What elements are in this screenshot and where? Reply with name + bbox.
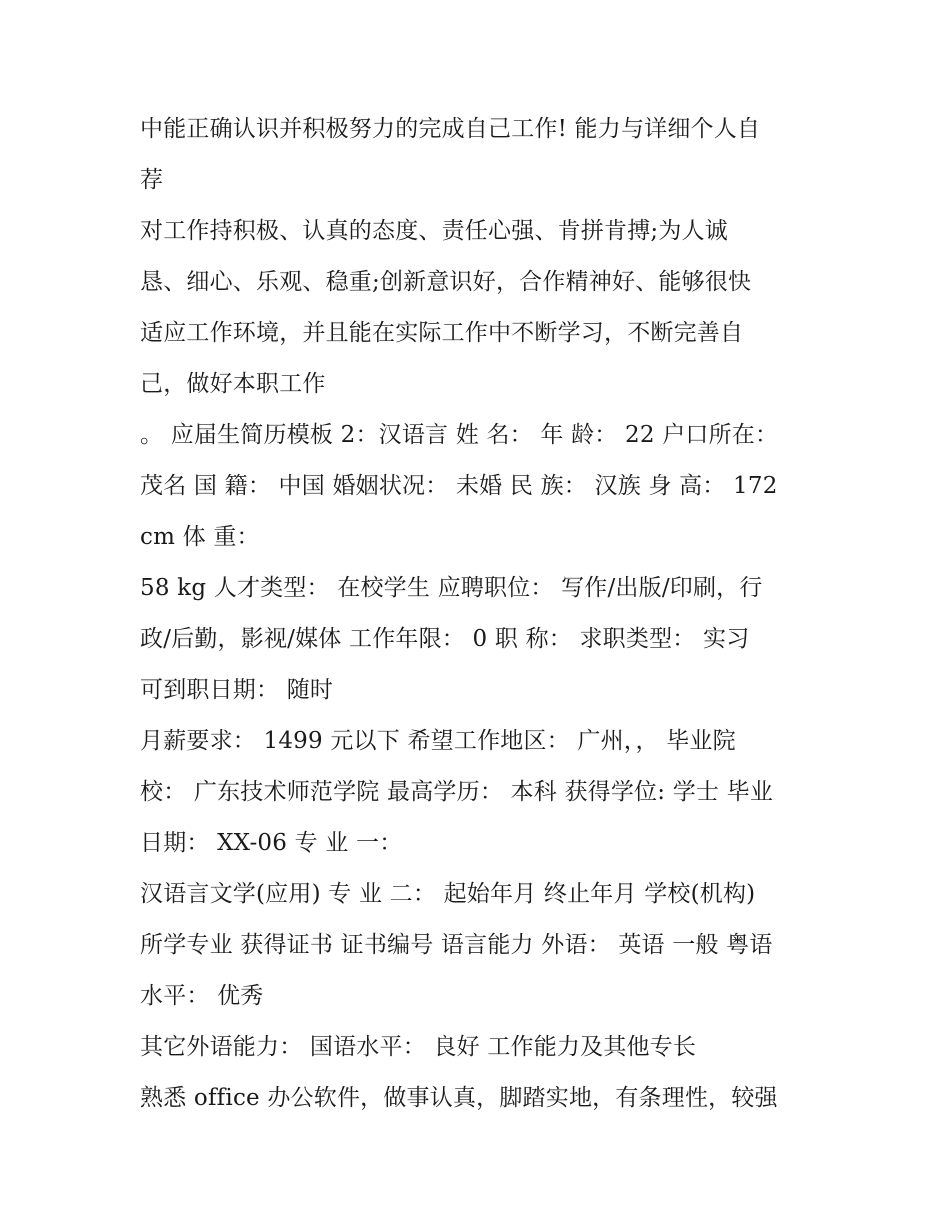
text-line: 校： 广东技术师范学院 最高学历： 本科 获得学位: 学士 毕业 (140, 779, 774, 805)
text-line: 。 应届生简历模板 2：汉语言 姓 名： 年 龄： 22 户口所在： (140, 422, 779, 448)
text-line: 中能正确认识并积极努力的完成自己工作! 能力与详细个人自 (140, 116, 761, 142)
text-line: cm 体 重： (140, 524, 260, 550)
text-line: 政/后勤，影视/媒体 工作年限： 0 职 称： 求职类型： 实习 (140, 626, 750, 652)
text-line: 茂名 国 籍： 中国 婚姻状况： 未婚 民 族： 汉族 身 高： 172 (140, 473, 778, 499)
text-line: 恳、细心、乐观、稳重;创新意识好，合作精神好、能够很快 (140, 269, 752, 295)
text-line: 汉语言文学(应用) 专 业 二： 起始年月 终止年月 学校(机构) (140, 881, 756, 907)
resume-text-block (140, 104, 820, 1124)
text-line: 熟悉 office 办公软件，做事认真，脚踏实地，有条理性，较强 (140, 1085, 778, 1111)
text-line: 己，做好本职工作 (140, 371, 326, 397)
text-line: 所学专业 获得证书 证书编号 语言能力 外语： 英语 一般 粤语 (140, 932, 773, 958)
text-line: 日期： XX-06 专 业 一： (140, 830, 403, 856)
text-line: 对工作持积极、认真的态度、责任心强、肯拼肯搏;为人诚 (140, 218, 728, 244)
text-line: 其它外语能力： 国语水平： 良好 工作能力及其他专长 (140, 1034, 697, 1060)
text-line: 适应工作环境，并且能在实际工作中不断学习，不断完善自 (140, 320, 744, 346)
text-line: 可到职日期： 随时 (140, 677, 334, 703)
text-line: 水平： 优秀 (140, 983, 264, 1009)
text-line: 58 kg 人才类型： 在校学生 应聘职位： 写作/出版/印刷，行 (140, 575, 763, 601)
text-line: 月薪要求： 1499 元以下 希望工作地区： 广州，， 毕业院 (140, 728, 736, 754)
text-line: 荐 (140, 167, 164, 193)
